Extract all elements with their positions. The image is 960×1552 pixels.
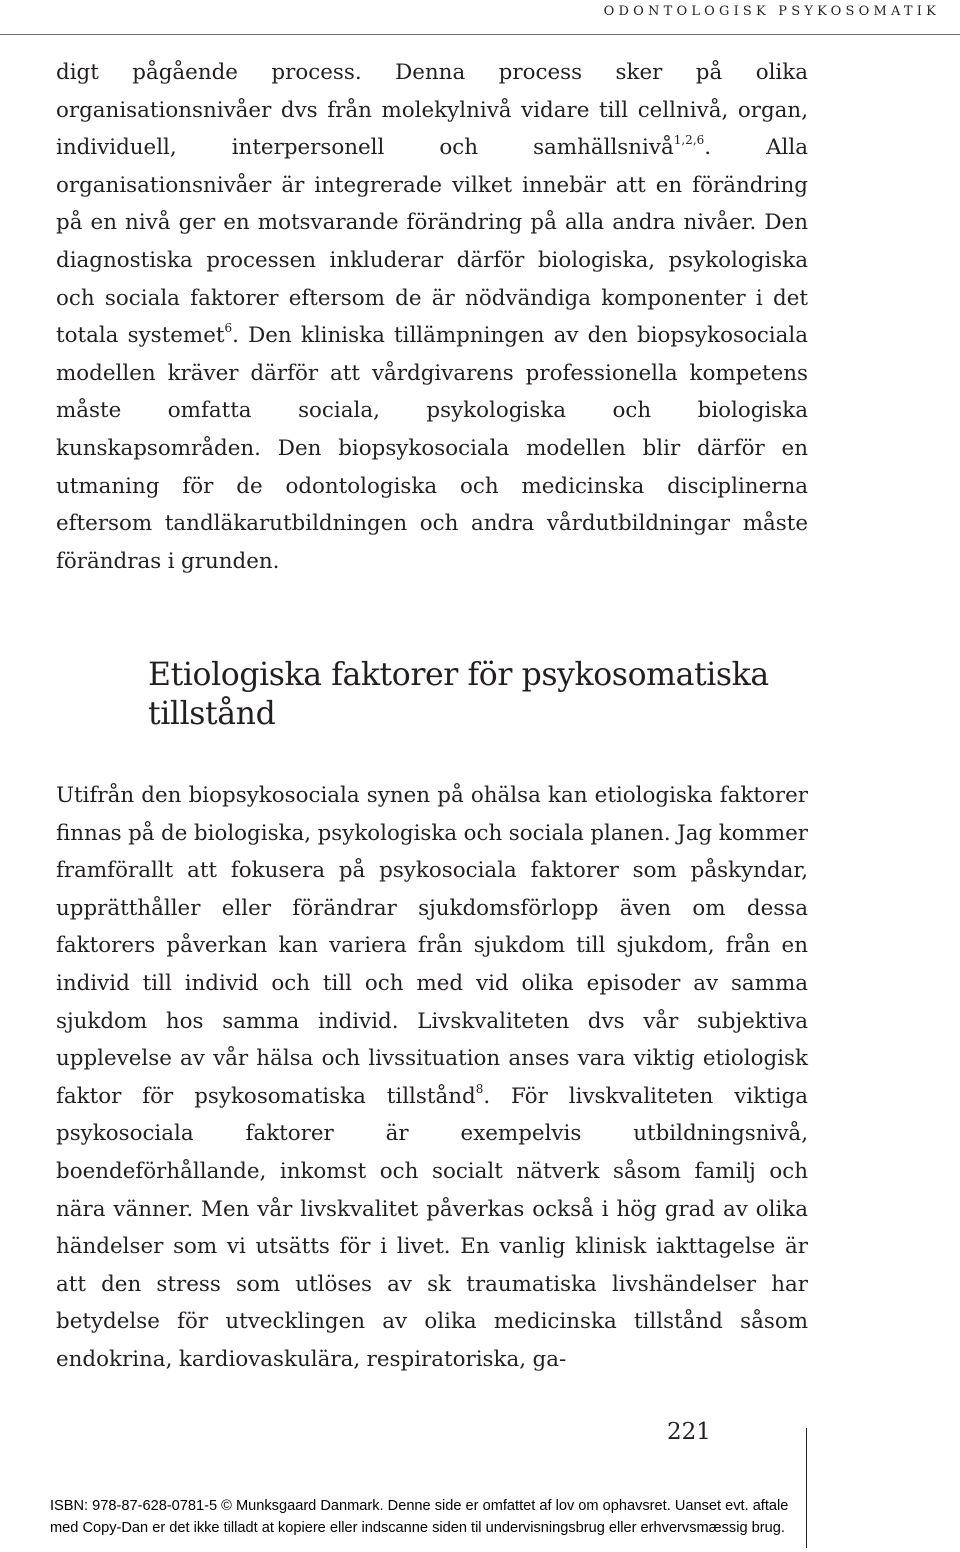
paragraph-text: . Alla organisationsnivåer är integrerade vilket innebär att en förändring på en nivå ger en motsvarande förändring på alla andra nivåer. Den diagnostiska processen inkluderar därför biologiska, psykologiska och sociala faktorer eftersom de är nödvändiga komponenter i det totala systemet (56, 135, 808, 349)
copyright-footer (50, 1496, 930, 1539)
page-number: 221 (667, 1419, 711, 1445)
section-heading: Etiologiska faktorer för psykosomatiska tillstånd (148, 657, 769, 732)
running-head-title: ODONTOLOGISK PSYKOSOMATIK (603, 4, 940, 19)
paragraph-text: . För livskvaliteten viktiga psykosociala faktorer är exempelvis utbildningsnivå, boendeförhållande, inkomst och socialt nätverk såsom familj och nära vänner. Men vår livskvalitet påverkas också i hög grad av olika händelser som vi utsätts för i livet. En vanlig klinisk iakttagelse är att den stress som utlöses av sk traumatiska livshändelser har betydelse för utvecklingen av olika medicinska tillstånd såsom endokrina, kardiovaskulära, respiratoriska, ga- (56, 1083, 808, 1372)
body-paragraph-1 (56, 54, 808, 580)
reference-superscript: 8 (475, 1081, 484, 1096)
footer-line-2: med Copy-Dan er det ikke tilladt at kopiere eller indscanne siden til undervisningsbrug eller erhvervsmæssig brug. (50, 1519, 785, 1536)
body-paragraph-2 (56, 777, 808, 1379)
footer-line-1: ISBN: 978-87-628-0781-5 © Munksgaard Danmark. Denne side er omfattet af lov om ophavsret. Uanset evt. aftale (50, 1498, 789, 1514)
paragraph-text: . Den kliniska tillämpningen av den biopsykosociala modellen kräver därför att vårdgivarens professionella kompetens måste omfatta sociala, psykologiska och biologiska kunskapsområden. Den biopsykosociala modellen blir därför en utmaning för de odontologiska och medicinska disciplinerna eftersom tandläkarutbildningen och andra vårdutbildningar måste förändras i grunden. (56, 323, 808, 574)
running-head (0, 0, 960, 35)
reference-superscript: 1,2,6 (673, 133, 705, 148)
paragraph-text: digt pågående process. Denna process sker på olika organisationsnivåer dvs från molekylnivå vidare till cellnivå, organ, individuell, interpersonell och samhällsnivå (56, 60, 808, 161)
paragraph-text: Utifrån den biopsykosociala synen på ohälsa kan etiologiska faktorer finnas på de biologiska, psykologiska och sociala planen. Jag kommer framförallt att fokusera på psykosociala faktorer som påskyndar, upprätthåller eller förändrar sjukdomsförlopp även om dessa faktorers påverkan kan variera från sjukdom till sjukdom, från en individ till individ och till och med vid olika episoder av samma sjukdom hos samma individ. Livskvaliteten dvs vår subjektiva upplevelse av vår hälsa och livssituation anses vara viktig etiologisk faktor för psykosomatiska tillstånd (56, 783, 808, 1109)
reference-superscript: 6 (224, 321, 233, 336)
